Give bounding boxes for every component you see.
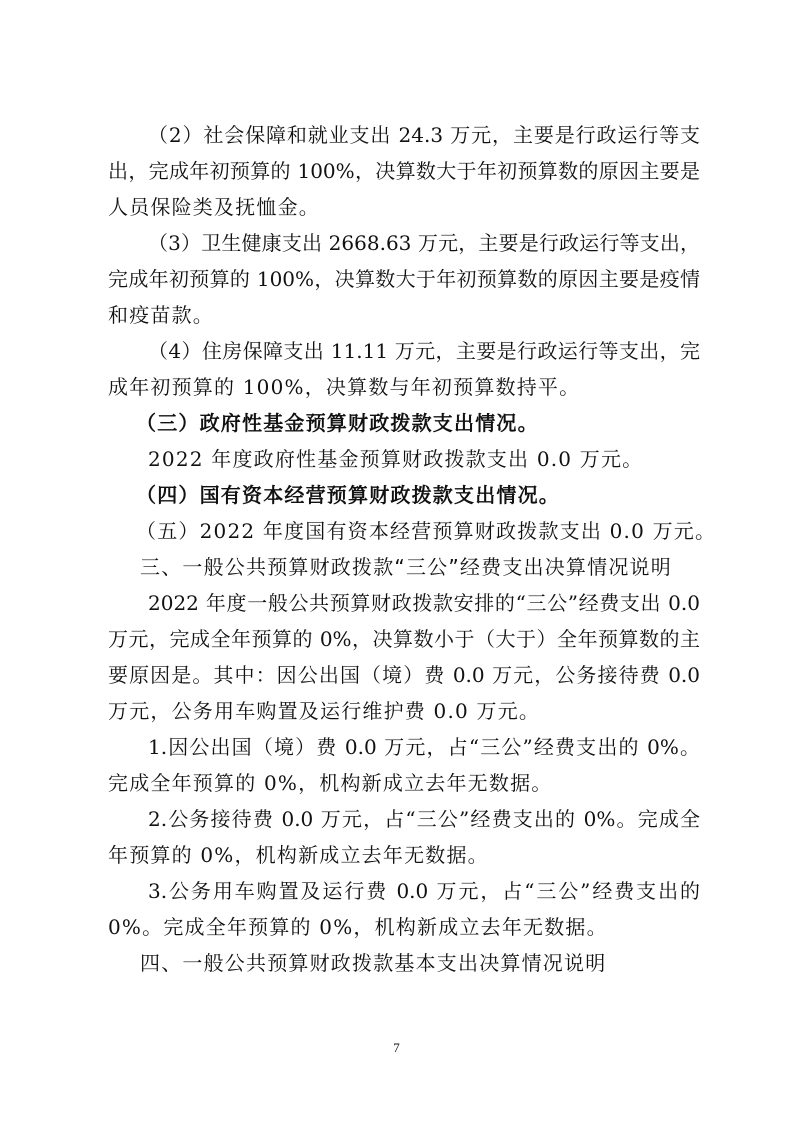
paragraph-line: 出，完成年初预算的 100%，决算数大于年初预算数的原因主要是 bbox=[108, 159, 700, 183]
paragraph-line: 3.公务用车购置及运行费 0.0 万元，占“三公”经费支出的 bbox=[148, 879, 700, 903]
paragraph-line: 要原因是。其中：因公出国（境）费 0.0 万元，公务接待费 0.0 bbox=[108, 663, 700, 687]
paragraph-line: 万元，公务用车购置及运行维护费 0.0 万元。 bbox=[108, 699, 541, 723]
paragraph-line: 2022 年度政府性基金预算财政拨款支出 0.0 万元。 bbox=[148, 447, 644, 471]
paragraph-line: （3）卫生健康支出 2668.63 万元，主要是行政运行等支出， bbox=[148, 231, 700, 255]
paragraph-line: （五）2022 年度国有资本经营预算财政拨款支出 0.0 万元。 bbox=[136, 519, 717, 543]
paragraph-line: （4）住房保障支出 11.11 万元，主要是行政运行等支出，完 bbox=[148, 339, 700, 363]
paragraph-line: 0%。完成全年预算的 0%，机构新成立去年无数据。 bbox=[108, 915, 608, 939]
section-heading: 四、一般公共预算财政拨款基本支出决算情况说明 bbox=[140, 951, 607, 975]
paragraph-line: 和疫苗款。 bbox=[108, 303, 214, 327]
paragraph-line: 成年初预算的 100%，决算数与年初预算数持平。 bbox=[108, 375, 581, 399]
section-heading: （四）国有资本经营预算财政拨款支出情况。 bbox=[136, 483, 560, 507]
section-heading: 三、一般公共预算财政拨款“三公”经费支出决算情况说明 bbox=[140, 555, 672, 579]
section-heading: （三）政府性基金预算财政拨款支出情况。 bbox=[136, 411, 539, 435]
paragraph-line: （2）社会保障和就业支出 24.3 万元，主要是行政运行等支 bbox=[148, 123, 700, 147]
paragraph-line: 2022 年度一般公共预算财政拨款安排的“三公”经费支出 0.0 bbox=[148, 591, 700, 615]
page-number: 7 bbox=[393, 1040, 400, 1055]
paragraph-line: 人员保险类及抚恤金。 bbox=[108, 195, 320, 219]
paragraph-line: 完成年初预算的 100%，决算数大于年初预算数的原因主要是疫情 bbox=[108, 267, 700, 291]
paragraph-line: 万元，完成全年预算的 0%，决算数小于（大于）全年预算数的主 bbox=[108, 627, 700, 651]
paragraph-line: 2.公务接待费 0.0 万元，占“三公”经费支出的 0%。完成全 bbox=[148, 807, 700, 831]
paragraph-line: 1.因公出国（境）费 0.0 万元，占“三公”经费支出的 0%。 bbox=[148, 735, 700, 759]
paragraph-line: 年预算的 0%，机构新成立去年无数据。 bbox=[108, 843, 489, 867]
paragraph-line: 完成全年预算的 0%，机构新成立去年无数据。 bbox=[108, 771, 553, 795]
